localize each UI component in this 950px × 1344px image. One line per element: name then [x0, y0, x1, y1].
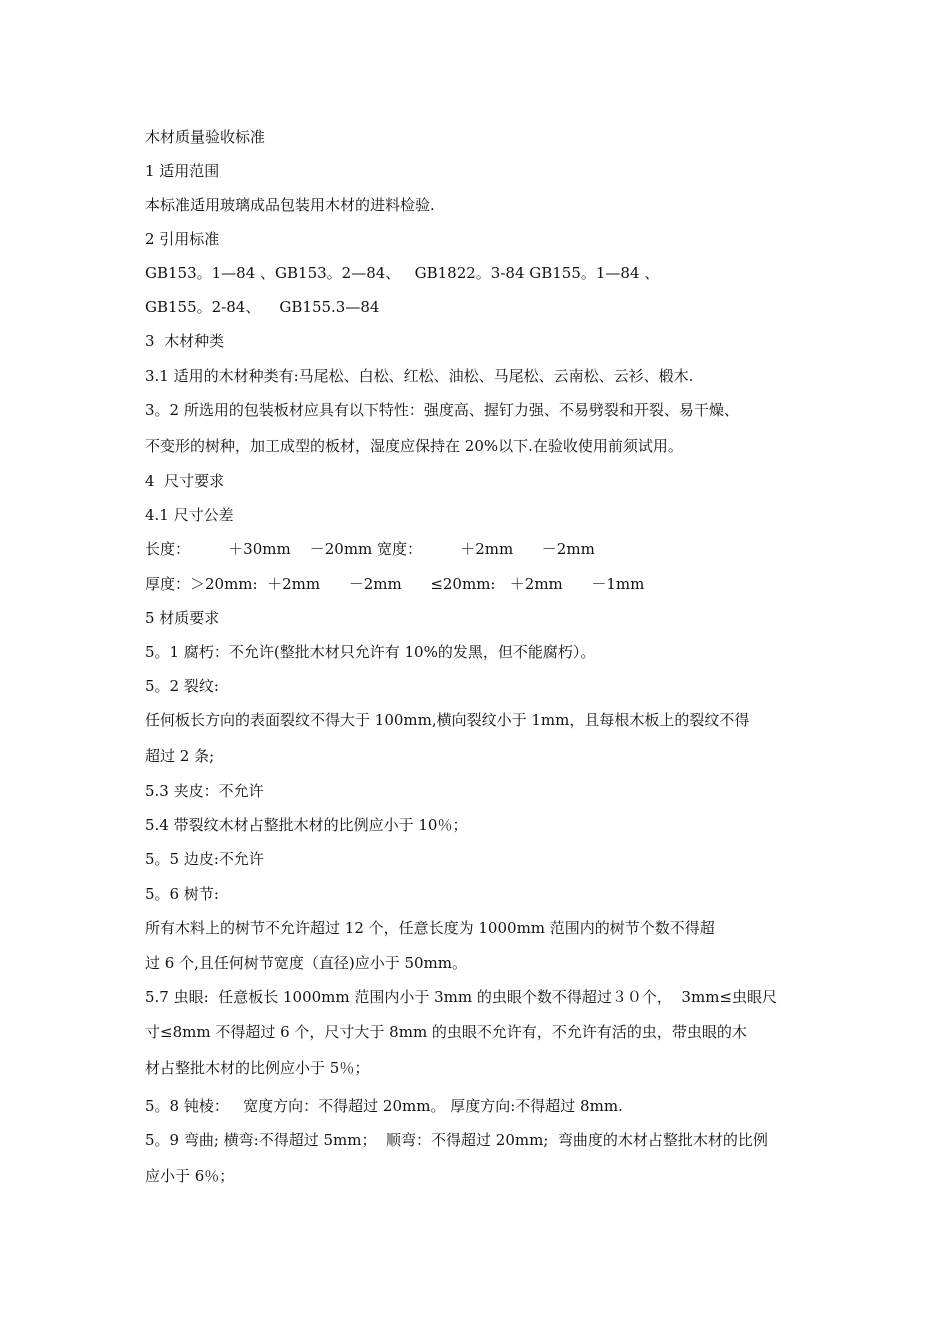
- paragraph-line: 5。9 弯曲; 横弯:不得超过 5mm； 顺弯：不得超过 20mm; 弯曲度的木材占整批木材的比例: [145, 1131, 768, 1149]
- section-heading: 3 木材种类: [145, 332, 225, 350]
- section-heading: 4 尺寸要求: [145, 472, 225, 490]
- paragraph-line: 5.3 夹皮：不允许: [145, 782, 264, 800]
- paragraph-line: 所有木料上的树节不允许超过 12 个，任意长度为 1000mm 范围内的树节个数不得超: [145, 919, 715, 937]
- paragraph-line: 3.1 适用的木材种类有:马尾松、白松、红松、油松、马尾松、云南松、云衫、椴木.: [145, 367, 694, 385]
- document-title: 木材质量验收标准: [145, 128, 266, 146]
- paragraph-line: 5.7 虫眼: 任意板长 1000mm 范围内小于 3mm 的虫眼个数不得超过３０个， 3mm≤虫眼尺: [145, 988, 777, 1006]
- subsection-heading: 4.1 尺寸公差: [145, 506, 234, 524]
- paragraph-line: 不变形的树种，加工成型的板材，湿度应保持在 20%以下.在验收使用前须试用。: [145, 437, 683, 455]
- paragraph-line: 过 6 个,且任何树节宽度（直径)应小于 50mm。: [145, 954, 468, 972]
- paragraph-line: 任何板长方向的表面裂纹不得大于 100mm,横向裂纹小于 1mm，且每根木板上的裂纹不得: [145, 711, 750, 729]
- paragraph-line: 长度： ＋30mm －20mm 宽度： ＋2mm －2mm: [145, 540, 595, 558]
- subsection-heading: 5。6 树节:: [145, 885, 219, 903]
- subsection-heading: 5。2 裂纹:: [145, 677, 219, 695]
- paragraph-line: 材占整批木材的比例应小于 5％；: [145, 1059, 370, 1077]
- paragraph-line: 5.4 带裂纹木材占整批木材的比例应小于 10％；: [145, 816, 468, 834]
- paragraph-line: 厚度：＞20mm: ＋2mm －2mm ≤20mm: ＋2mm －1mm: [145, 575, 645, 593]
- paragraph-line: 寸≤8mm 不得超过 6 个，尺寸大于 8mm 的虫眼不允许有，不允许有活的虫，带虫眼的木: [145, 1023, 747, 1041]
- paragraph-line: GB153。1—84 、GB153。2—84、 GB1822。3-84 GB155。1—84 、: [145, 264, 660, 282]
- section-heading: 1 适用范围: [145, 162, 220, 180]
- paragraph-line: 本标准适用玻璃成品包装用木材的进料检验.: [145, 196, 435, 214]
- paragraph-line: 3。2 所选用的包装板材应具有以下特性：强度高、握钉力强、不易劈裂和开裂、易干燥、: [145, 401, 739, 419]
- paragraph-line: 5。8 钝棱： 宽度方向：不得超过 20mm。 厚度方向:不得超过 8mm.: [145, 1097, 623, 1115]
- section-heading: 2 引用标准: [145, 230, 220, 248]
- paragraph-line: GB155。2-84、 GB155.3—84: [145, 298, 380, 316]
- paragraph-line: 5。1 腐朽：不允许(整批木材只允许有 10%的发黑，但不能腐朽）。: [145, 643, 596, 661]
- paragraph-line: 超过 2 条;: [145, 747, 215, 765]
- paragraph-line: 5。5 边皮:不允许: [145, 850, 264, 868]
- paragraph-line: 应小于 6％；: [145, 1167, 235, 1185]
- section-heading: 5 材质要求: [145, 609, 220, 627]
